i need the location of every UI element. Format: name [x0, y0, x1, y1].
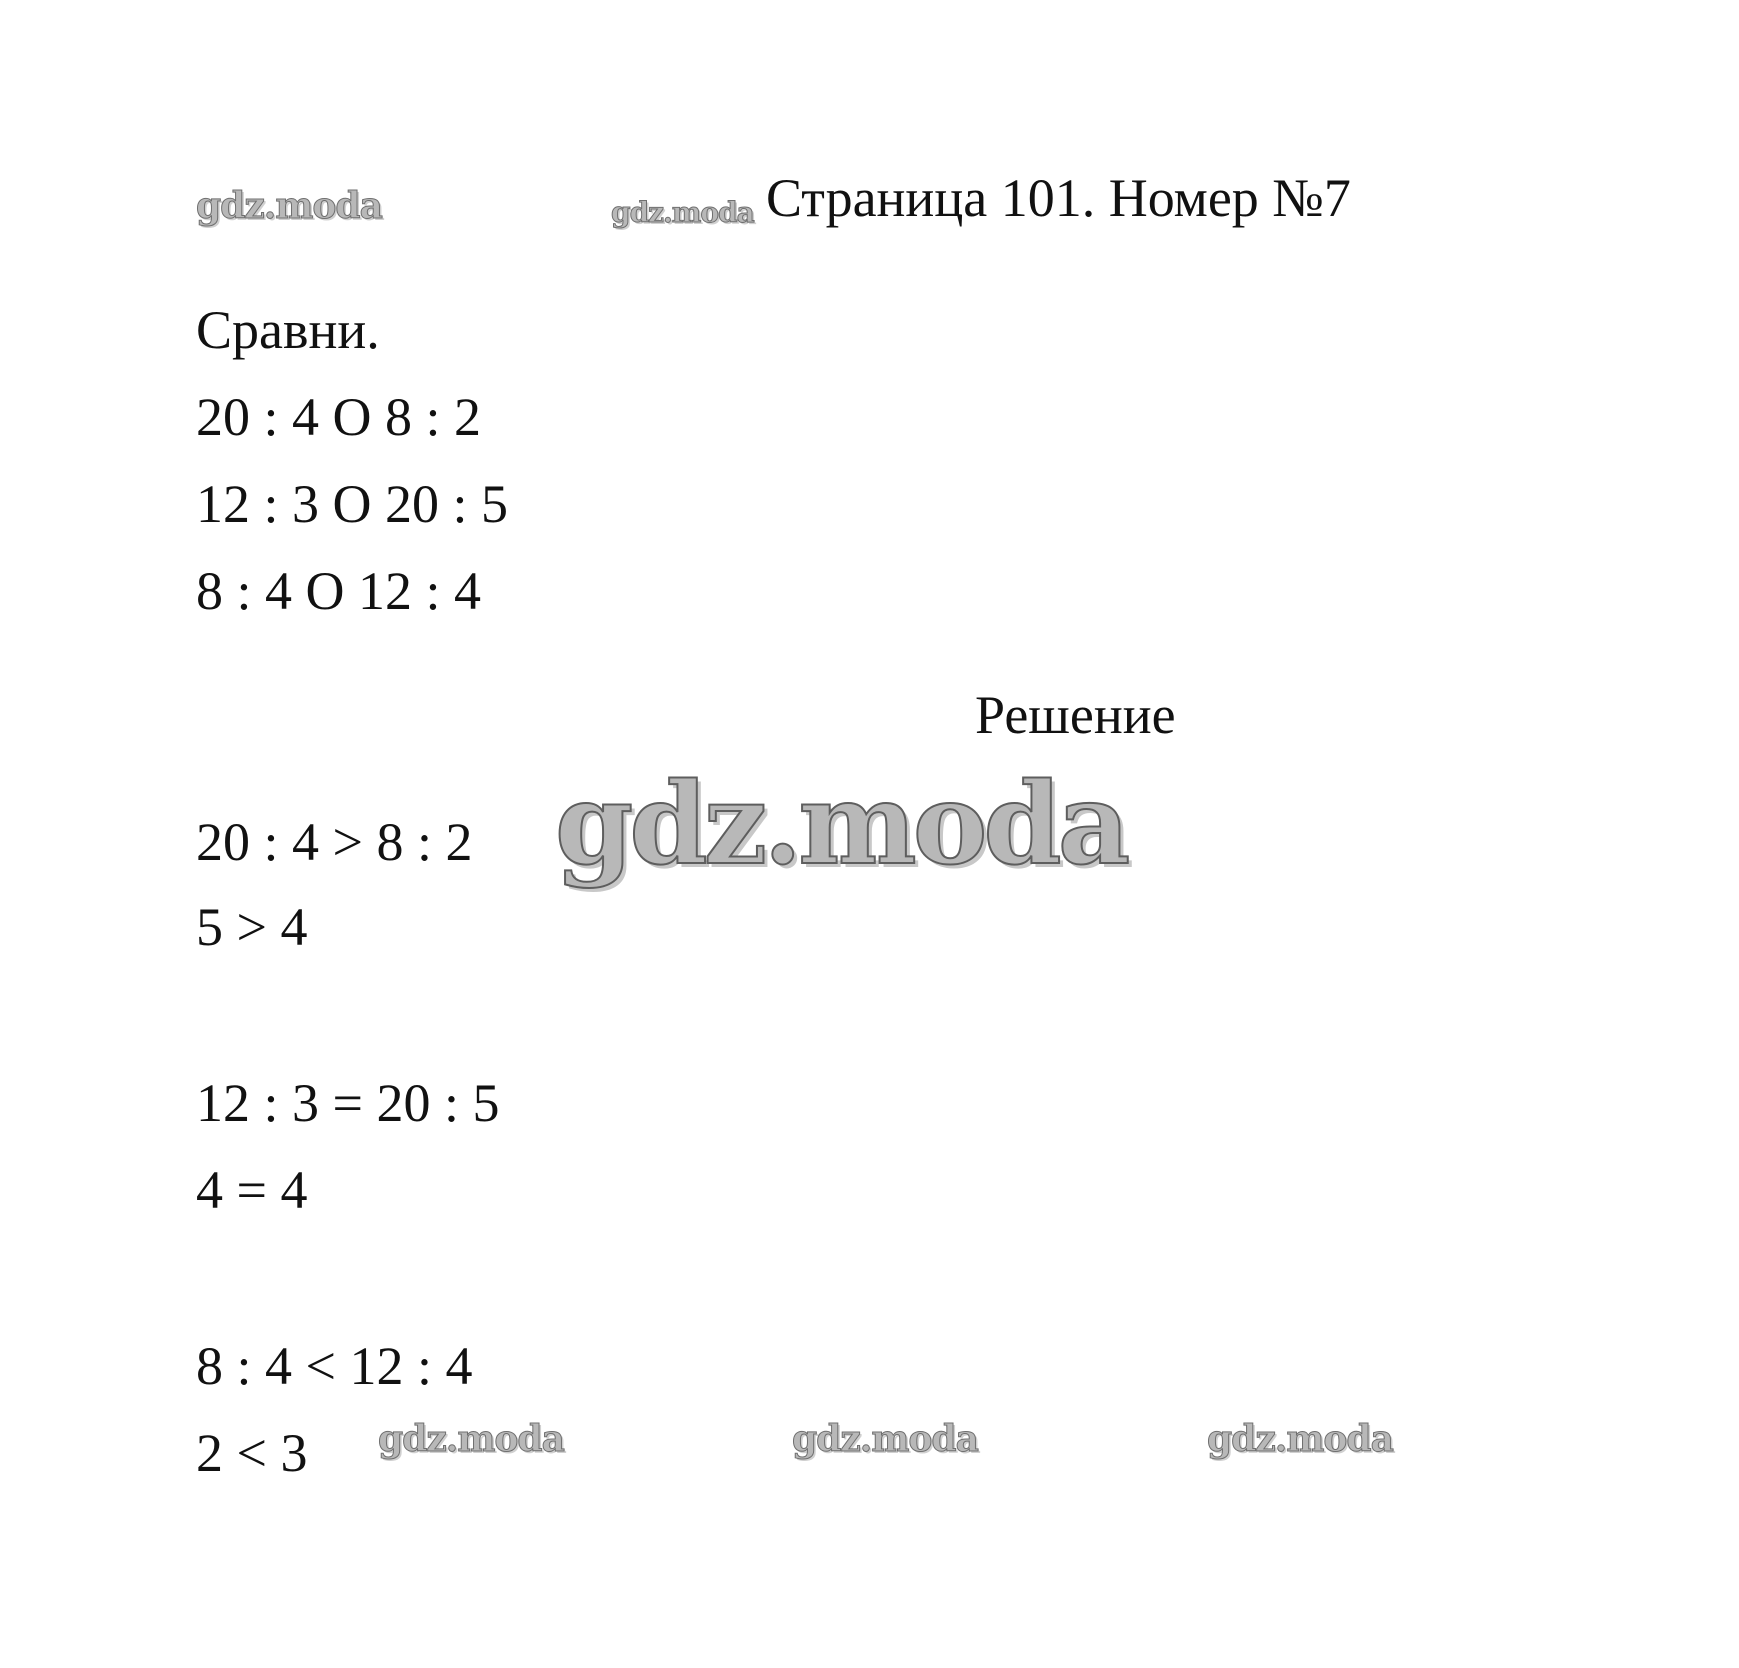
watermark-logo: gdz.moda: [792, 1418, 978, 1460]
watermark-logo: gdz.moda: [378, 1418, 564, 1460]
task-line: 20 : 4 O 8 : 2: [196, 387, 482, 447]
page-title: Страница 101. Номер №7: [766, 168, 1351, 228]
watermark-logo: gdz.moda: [196, 185, 382, 227]
solution-line: 2 < 3: [196, 1423, 308, 1483]
solution-title: Решение: [975, 685, 1176, 745]
task-instruction: Сравни.: [196, 300, 380, 360]
watermark-logo: gdz.moda: [611, 196, 754, 229]
solution-line: 12 : 3 = 20 : 5: [196, 1073, 500, 1133]
watermark-logo: gdz.moda: [1207, 1418, 1393, 1460]
solution-line: 20 : 4 > 8 : 2: [196, 812, 473, 872]
solution-line: 5 > 4: [196, 897, 308, 957]
solution-line: 8 : 4 < 12 : 4: [196, 1336, 473, 1396]
task-line: 12 : 3 O 20 : 5: [196, 474, 509, 534]
watermark-logo: gdz.moda: [555, 759, 1127, 890]
task-line: 8 : 4 O 12 : 4: [196, 561, 482, 621]
solution-line: 4 = 4: [196, 1160, 308, 1220]
